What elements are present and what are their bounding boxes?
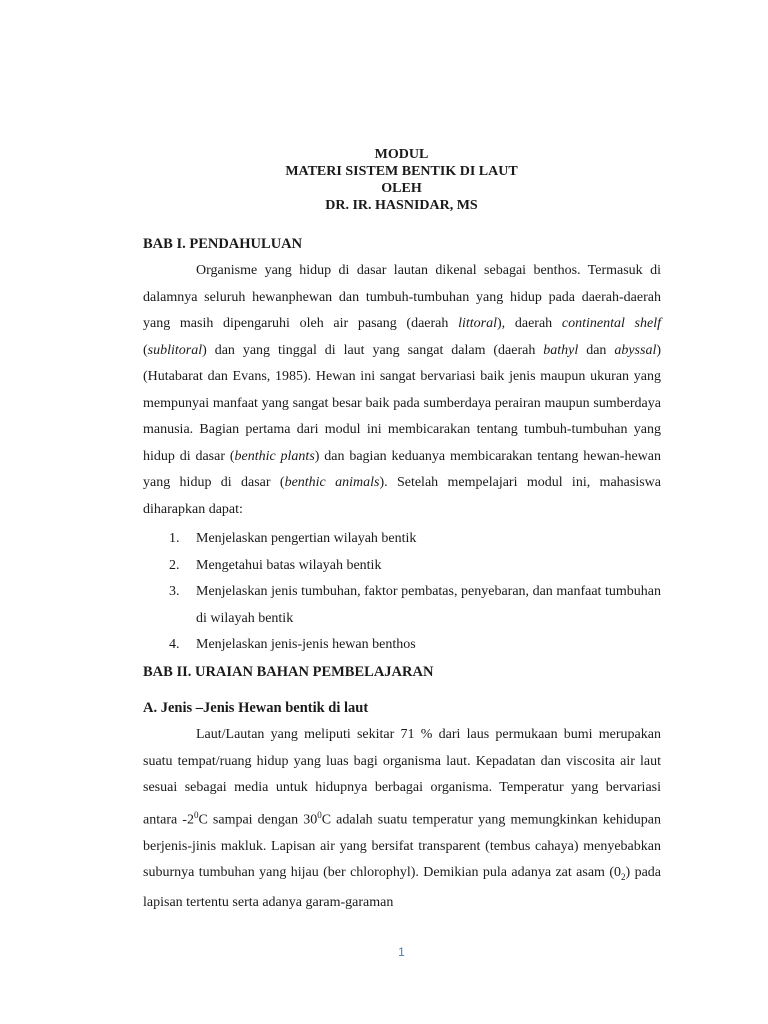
italic-term: benthic animals bbox=[284, 475, 380, 490]
text-segment: C sampai dengan 30 bbox=[198, 812, 318, 828]
superscript: 0 bbox=[193, 809, 199, 820]
text-segment: ). Setelah mempelajari modul ini, mahasiswa diharapkan dapat: bbox=[143, 475, 661, 517]
bab2-heading: BAB II. URAIAN BAHAN PEMBELAJARAN bbox=[143, 664, 434, 680]
list-number: 1. bbox=[169, 531, 180, 546]
section-a-heading: A. Jenis –Jenis Hewan bentik di laut bbox=[143, 700, 369, 716]
list-item-text: Mengetahui batas wilayah bentik bbox=[196, 557, 382, 573]
list-item bbox=[143, 579, 661, 632]
bab2-paragraph bbox=[143, 722, 661, 917]
text-segment: Laut/Lautan yang meliputi sekitar 71 % dari laus permukaan bumi merupakan suatu tempat/ruang hidup yang luas bagi organisma laut. Kepadatan dan viscosita air laut sesuai sebagai media untuk hidupnya berbagai organisma. Temperatur yang bervariasi antara -2 bbox=[143, 727, 661, 828]
title-line-modul: MODUL bbox=[374, 147, 429, 162]
text-segment: ( bbox=[143, 342, 148, 358]
superscript: 0 bbox=[317, 809, 322, 820]
list-item-text: Menjelaskan jenis tumbuhan, faktor pembatas, penyebaran, dan manfaat tumbuhan di wilayah bentik bbox=[196, 584, 661, 626]
objectives-list bbox=[143, 526, 661, 659]
list-number: 2. bbox=[169, 557, 180, 573]
list-item bbox=[143, 526, 661, 553]
italic-term: sublitoral bbox=[147, 342, 203, 358]
italic-term: continental shelf bbox=[561, 316, 661, 331]
text-segment: dan bbox=[578, 342, 615, 358]
document-title-block bbox=[0, 146, 768, 214]
italic-term: benthic plants bbox=[234, 448, 315, 464]
text-segment: ) dan yang tinggal di laut yang sangat dalam (daerah bbox=[202, 342, 544, 358]
title-line-materi: MATERI SISTEM BENTIK DI LAUT bbox=[285, 164, 518, 179]
italic-term: bathyl bbox=[543, 342, 579, 358]
list-item bbox=[143, 553, 661, 580]
text-segment: ) dan bagian keduanya membicarakan tentang hewan-hewan yang hidup di dasar ( bbox=[143, 448, 661, 490]
text-segment: C adalah suatu temperatur yang memungkinkan kehidupan berjenis-jinis makluk. Lapisan air yang bersifat transparent (tembus cahaya) menyebabkan suburnya tumbuhan yang hijau (ber chlorophyl). Demikian pula adanya zat asam (0 bbox=[143, 812, 662, 881]
list-item bbox=[143, 632, 661, 659]
page-number: 1 bbox=[398, 945, 405, 959]
bab1-paragraph bbox=[143, 258, 661, 523]
text-segment: ), daerah bbox=[497, 316, 562, 331]
text-segment: Organisme yang hidup di dasar lautan dikenal sebagai benthos. Termasuk di dalamnya seluruh hewanphewan dan tumbuh-tumbuhan yang hidup pada daerah-daerah yang masih dipengaruhi oleh air pasang (daerah bbox=[143, 263, 661, 331]
subscript: 2 bbox=[621, 871, 626, 882]
bab1-heading: BAB I. PENDAHULUAN bbox=[143, 236, 303, 252]
text-segment: ) pada lapisan tertentu serta adanya garam-garaman bbox=[143, 865, 662, 911]
list-number: 4. bbox=[169, 637, 180, 652]
list-number: 3. bbox=[169, 584, 180, 599]
title-line-oleh: OLEH bbox=[381, 181, 422, 196]
italic-term: littoral bbox=[458, 316, 497, 331]
list-item-text: Menjelaskan jenis-jenis hewan benthos bbox=[196, 637, 416, 652]
title-line-author: DR. IR. HASNIDAR, MS bbox=[325, 198, 478, 213]
italic-term: abyssal bbox=[614, 342, 657, 358]
list-item-text: Menjelaskan pengertian wilayah bentik bbox=[196, 531, 417, 546]
text-segment: ) (Hutabarat dan Evans, 1985). Hewan ini sangat bervariasi baik jenis maupun ukuran yang mempunyai manfaat yang sangat besar baik pada sumberdaya perairan maupun sumberdaya manusia. Bagian pertama dari modul ini membicarakan tentang tumbuh-tumbuhan yang hidup di dasar ( bbox=[143, 342, 661, 464]
